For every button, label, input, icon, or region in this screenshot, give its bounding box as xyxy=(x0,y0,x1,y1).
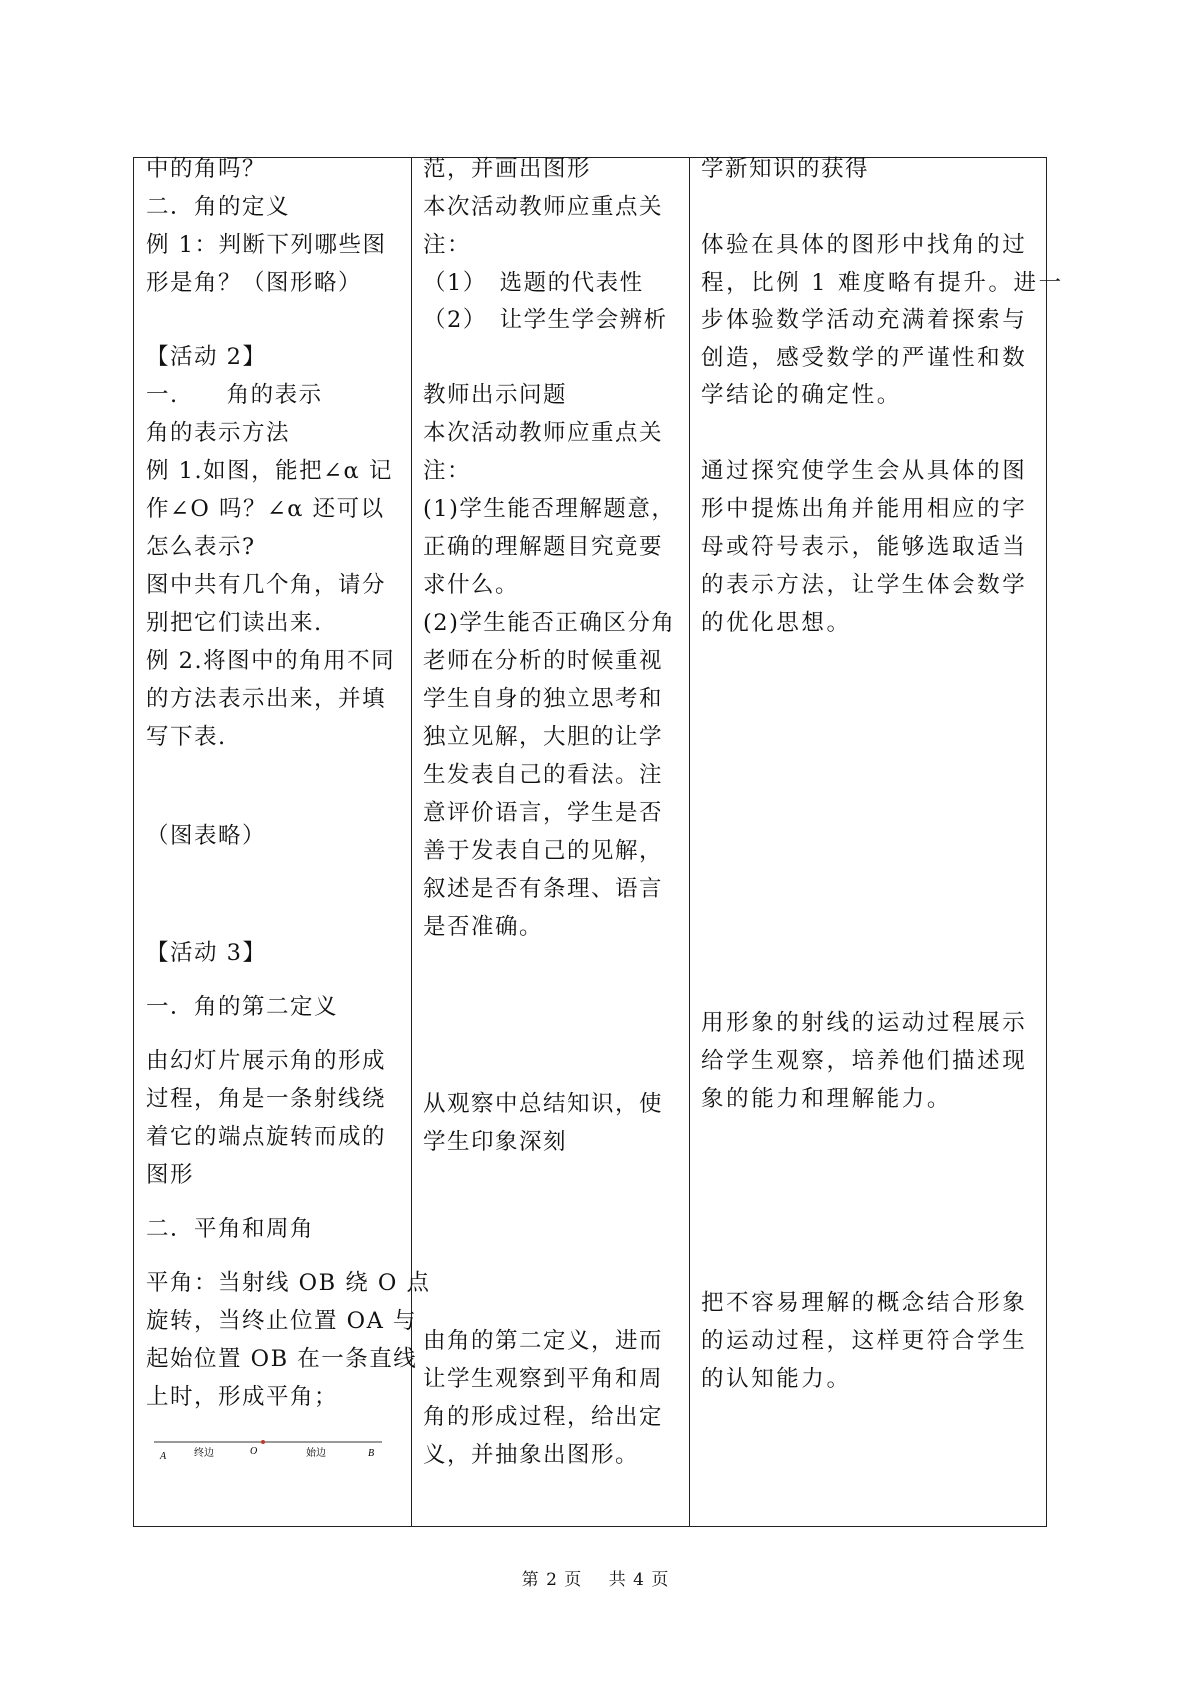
intent-line: 把不容易理解的概念结合形象 xyxy=(701,1290,1028,1316)
content-line: 例 2.将图中的角用不同 xyxy=(146,648,396,674)
content-line: 图形 xyxy=(146,1162,195,1188)
teacher-line: 让学生观察到平角和周 xyxy=(423,1366,664,1392)
intent-column xyxy=(689,156,1064,1526)
teacher-line: 学生印象深刻 xyxy=(423,1129,568,1155)
section-heading: 一．角的第二定义 xyxy=(146,994,339,1020)
intent-line: 母或符号表示，能够选取适当 xyxy=(701,534,1028,560)
teacher-line: 注： xyxy=(423,458,472,484)
teacher-line: (2)学生能否正确区分角 xyxy=(423,610,676,636)
content-line: 旋转，当终止位置 OA 与 xyxy=(146,1308,417,1334)
intent-line: 通过探究使学生会从具体的图 xyxy=(701,458,1028,484)
intent-line: 的认知能力。 xyxy=(701,1366,852,1392)
intent-line: 给学生观察，培养他们描述现 xyxy=(701,1048,1028,1074)
label-terminal-side: 终边 xyxy=(194,1448,214,1459)
section-heading: 一. 角的表示 xyxy=(146,382,323,408)
teacher-line: 注： xyxy=(423,232,472,258)
teacher-line: 是否准确。 xyxy=(423,914,544,940)
content-line: 作∠O 吗？∠α 还可以 xyxy=(146,496,385,522)
activity-heading: 【活动 3】 xyxy=(146,940,267,966)
content-line: 怎么表示? xyxy=(146,534,256,560)
content-line: 由幻灯片展示角的形成 xyxy=(146,1048,387,1074)
intent-line: 的表示方法，让学生体会数学 xyxy=(701,572,1028,598)
content-line: 过程，角是一条射线绕 xyxy=(146,1086,387,1112)
content-line: 写下表. xyxy=(146,724,227,750)
teacher-column xyxy=(411,158,689,1526)
intent-line: 学结论的确定性。 xyxy=(701,382,902,408)
label-a: A xyxy=(160,1451,167,1462)
teacher-line: 生发表自己的看法。注 xyxy=(423,762,664,788)
page-number: 第 2 页 xyxy=(521,1570,583,1590)
content-line: 的方法表示出来，并填 xyxy=(146,686,387,712)
page-footer xyxy=(0,1565,1191,1590)
teacher-line: （1） 选题的代表性 xyxy=(423,270,644,296)
teacher-line: 叙述是否有条理、语言 xyxy=(423,876,664,902)
teacher-line: 从观察中总结知识，使 xyxy=(423,1091,664,1117)
section-heading: 二．平角和周角 xyxy=(146,1216,315,1242)
intent-line: 程，比例 1 难度略有提升。进一 xyxy=(701,270,1064,296)
straight-angle-figure xyxy=(146,1434,388,1464)
teacher-line: 学生自身的独立思考和 xyxy=(423,686,664,712)
lesson-plan-table xyxy=(133,156,1064,1527)
content-line: （图表略） xyxy=(146,823,267,849)
content-line: 别把它们读出来. xyxy=(146,610,323,636)
teacher-line: 教师出示问题 xyxy=(423,382,568,408)
page-total: 共 4 页 xyxy=(608,1570,670,1590)
intent-line: 形中提炼出角并能用相应的字 xyxy=(701,496,1028,522)
intent-line: 象的能力和理解能力。 xyxy=(701,1086,953,1112)
teacher-line: (1)学生能否理解题意， xyxy=(423,496,676,522)
content-line: 中的角吗？ xyxy=(146,156,267,182)
teacher-line: 善于发表自己的见解， xyxy=(423,838,664,864)
content-line: 起始位置 OB 在一条直线 xyxy=(146,1346,418,1372)
teacher-line: （2） 让学生学会辨析 xyxy=(423,307,668,333)
vertex-point xyxy=(261,1440,265,1444)
intent-line: 的运动过程，这样更符合学生 xyxy=(701,1328,1028,1354)
intent-line: 步体验数学活动充满着探索与 xyxy=(701,307,1028,333)
teacher-line: 求什么。 xyxy=(423,572,520,598)
label-b: B xyxy=(368,1448,375,1459)
teacher-line: 意评价语言，学生是否 xyxy=(423,800,664,826)
content-line: 例 1：判断下列哪些图 xyxy=(146,232,387,258)
intent-line: 用形象的射线的运动过程展示 xyxy=(701,1010,1028,1036)
content-line: 角的表示方法 xyxy=(146,420,291,446)
teacher-line: 本次活动教师应重点关 xyxy=(423,194,664,220)
content-line: 二．角的定义 xyxy=(146,194,291,220)
teacher-line: 角的形成过程，给出定 xyxy=(423,1404,664,1430)
intent-line: 学新知识的获得 xyxy=(701,156,870,182)
content-line: 上时，形成平角； xyxy=(146,1384,339,1410)
content-line: 着它的端点旋转而成的 xyxy=(146,1124,387,1150)
content-column xyxy=(134,156,431,1526)
content-line: 平角：当射线 OB 绕 O 点 xyxy=(146,1270,431,1296)
teacher-line: 正确的理解题目究竟要 xyxy=(423,534,664,560)
intent-line: 的优化思想。 xyxy=(701,610,852,636)
teacher-line: 范，并画出图形 xyxy=(423,156,592,182)
intent-line: 体验在具体的图形中找角的过 xyxy=(701,232,1028,258)
content-line: 图中共有几个角，请分 xyxy=(146,572,387,598)
intent-line: 创造，感受数学的严谨性和数 xyxy=(701,345,1028,371)
teacher-line: 老师在分析的时候重视 xyxy=(423,648,664,674)
label-o: O xyxy=(250,1446,258,1457)
content-line: 形是角？（图形略） xyxy=(146,270,363,296)
content-line: 例 1.如图，能把∠α 记 xyxy=(146,458,393,484)
teacher-line: 由角的第二定义，进而 xyxy=(423,1328,664,1354)
teacher-line: 义，并抽象出图形。 xyxy=(423,1442,640,1468)
activity-heading: 【活动 2】 xyxy=(146,344,267,370)
label-initial-side: 始边 xyxy=(306,1448,326,1459)
teacher-line: 独立见解，大胆的让学 xyxy=(423,724,664,750)
teacher-line: 本次活动教师应重点关 xyxy=(423,420,664,446)
